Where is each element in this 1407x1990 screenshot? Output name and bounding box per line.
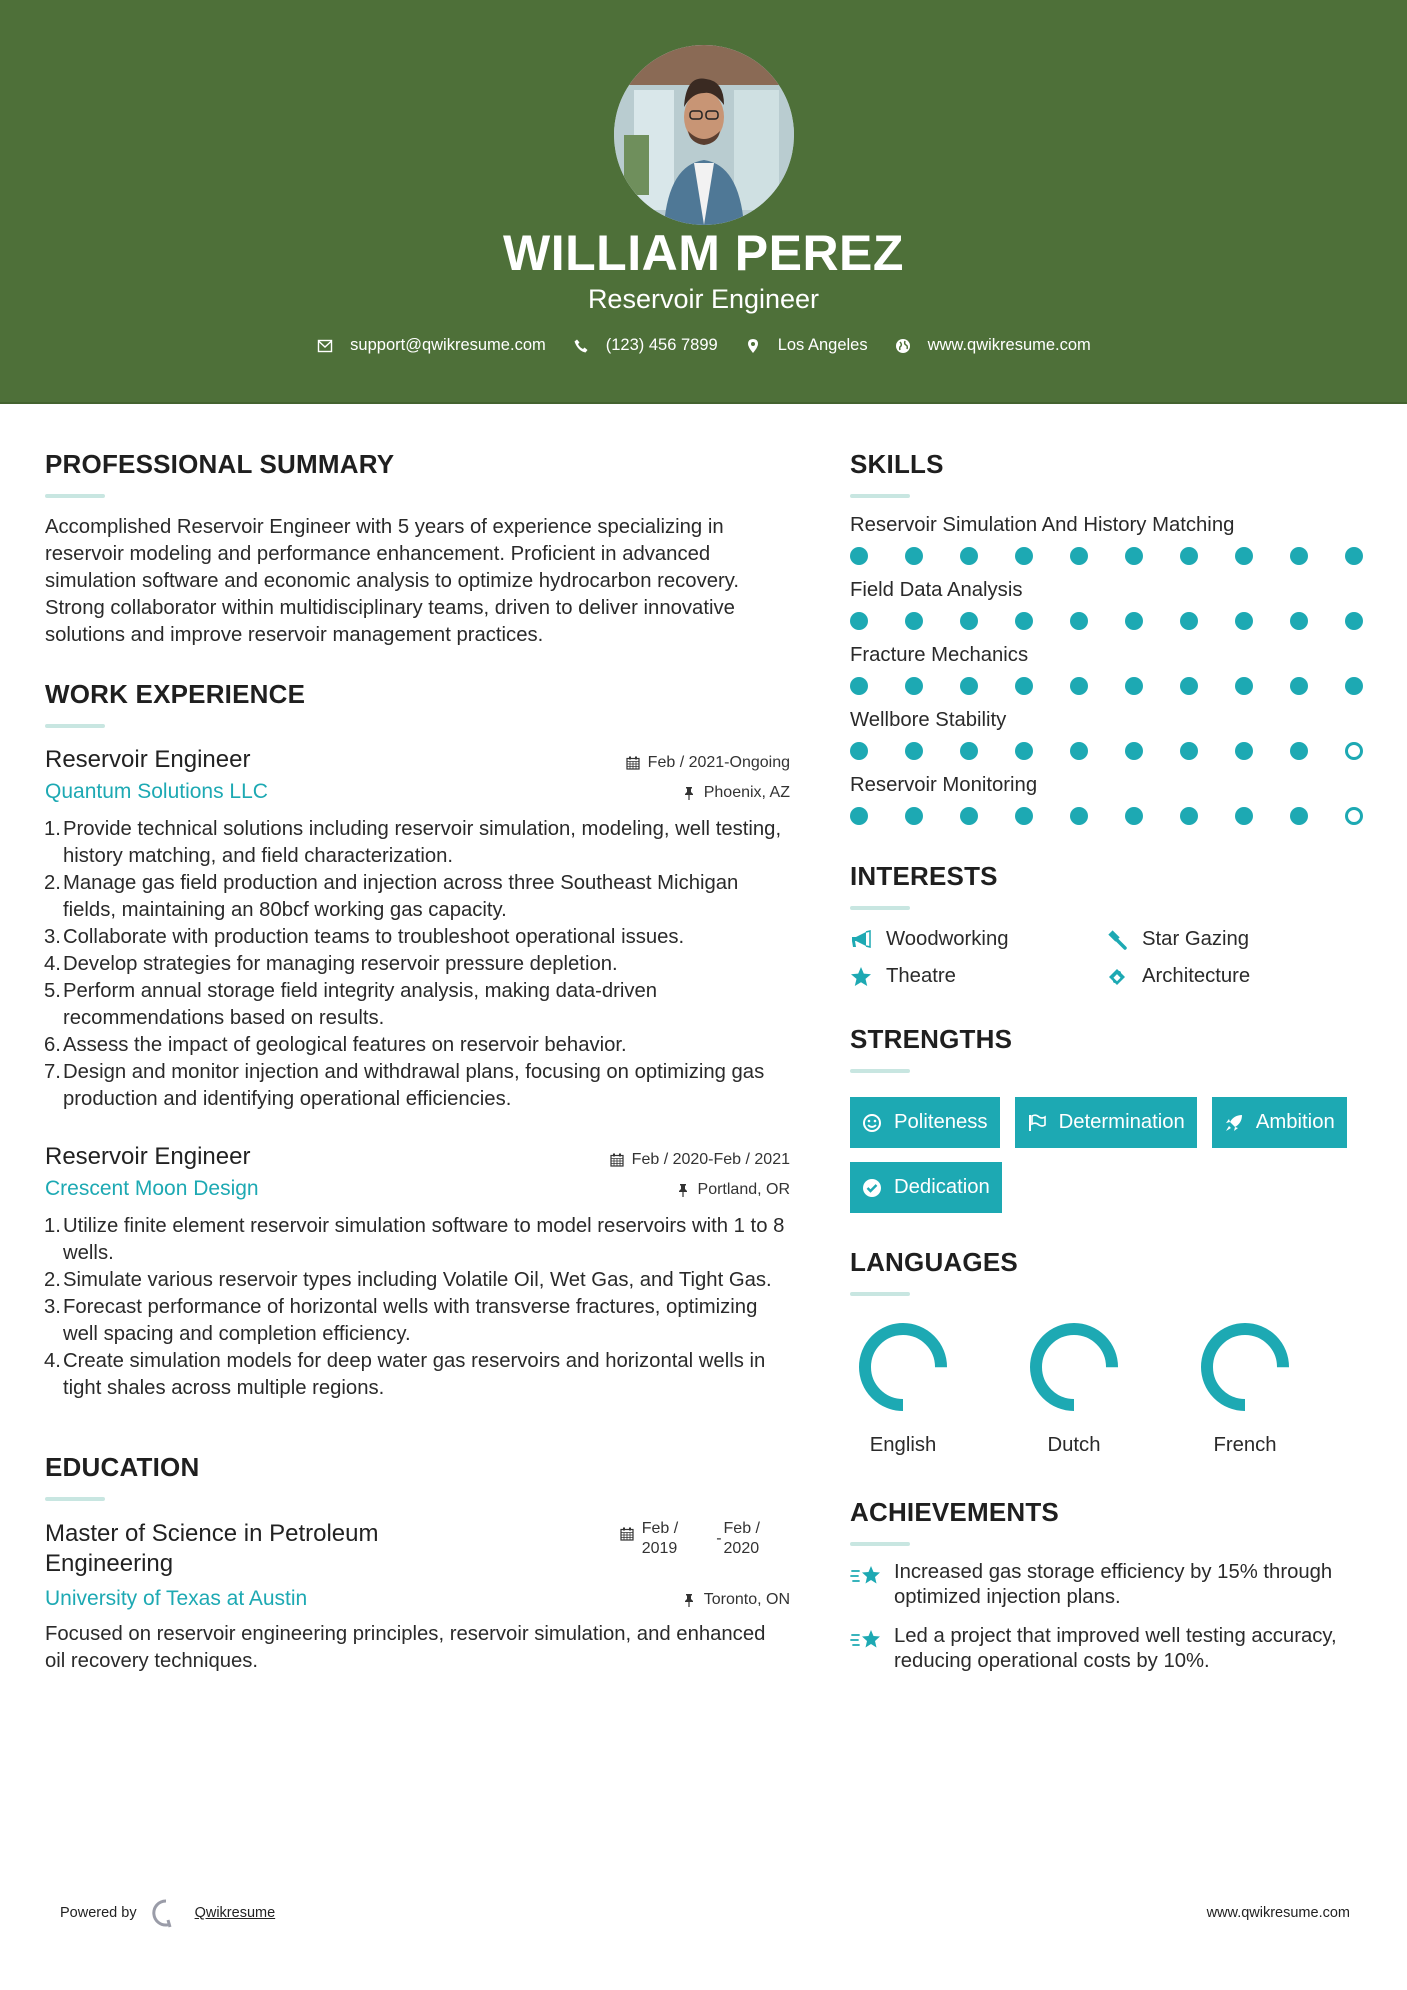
rating-dot-filled-icon: [1070, 742, 1088, 760]
skill-name: Field Data Analysis: [850, 579, 1023, 601]
language-item: [850, 1322, 1021, 1457]
rating-dot-filled-icon: [1180, 742, 1198, 760]
rating-dot-filled-icon: [850, 677, 868, 695]
rating-dot-filled-icon: [1015, 547, 1033, 565]
duty-item: Forecast performance of horizontal wells with transverse fractures, optimizing well spacing and completion efficiency.: [63, 1296, 758, 1345]
rating-dot-filled-icon: [1290, 742, 1308, 760]
pushpin-icon: [682, 1593, 696, 1607]
duty-item: Assess the impact of geological features on reservoir behavior.: [63, 1034, 627, 1056]
skills-section: [850, 449, 1370, 825]
interest-item: Woodworking: [850, 928, 1106, 951]
skill-name: Reservoir Simulation And History Matching: [850, 514, 1235, 536]
job-title: Reservoir Engineer: [45, 746, 251, 773]
rating-dot-filled-icon: [960, 807, 978, 825]
footer-website[interactable]: www.qwikresume.com: [1206, 1905, 1350, 1921]
megaphone-icon: [850, 929, 872, 951]
rating-dot-filled-icon: [905, 547, 923, 565]
rating-dot-filled-icon: [960, 677, 978, 695]
duty-item: Simulate various reservoir types including Volatile Oil, Wet Gas, and Tight Gas.: [63, 1269, 772, 1291]
summary-section: [45, 449, 790, 649]
check-circle-icon: [862, 1178, 882, 1198]
rating-dot-filled-icon: [1125, 677, 1143, 695]
email-text: support@qwikresume.com: [350, 336, 546, 354]
language-item: [1021, 1322, 1192, 1457]
dates-text: Feb / 2021-Ongoing: [647, 754, 790, 771]
location-text: Phoenix, AZ: [703, 784, 790, 801]
rating-dot-empty-icon: [1345, 807, 1363, 825]
left-column: [45, 404, 790, 1675]
rating-dot-filled-icon: [850, 742, 868, 760]
website-text: www.qwikresume.com: [927, 336, 1091, 354]
section-divider: [850, 1069, 910, 1073]
duties-list: [45, 816, 790, 1113]
strength-badge: Determination: [1015, 1097, 1197, 1148]
rocket-icon: [1224, 1113, 1244, 1133]
section-title: PROFESSIONAL SUMMARY: [45, 449, 395, 479]
section-title: EDUCATION: [45, 1452, 200, 1482]
contact-phone[interactable]: [572, 336, 718, 355]
skill-rating: [850, 612, 1370, 630]
job-entry: [45, 1143, 790, 1402]
company-name: Crescent Moon Design: [45, 1177, 259, 1200]
skill-name: Reservoir Monitoring: [850, 774, 1038, 796]
rating-dot-filled-icon: [1180, 612, 1198, 630]
start-date: Feb / 2019: [641, 1520, 679, 1557]
skill-item: [850, 644, 1370, 695]
company-name: Quantum Solutions LLC: [45, 780, 268, 803]
duty-item: Create simulation models for deep water gas reservoirs and horizontal wells in tight shales across multiple regions.: [63, 1350, 766, 1399]
location-text: Portland, OR: [697, 1181, 790, 1198]
section-title: INTERESTS: [850, 861, 998, 891]
rating-dot-filled-icon: [850, 612, 868, 630]
phone-text: (123) 456 7899: [605, 336, 718, 354]
rating-dot-filled-icon: [1015, 742, 1033, 760]
rating-dot-filled-icon: [1125, 547, 1143, 565]
section-title: WORK EXPERIENCE: [45, 679, 306, 709]
strengths-section: [850, 1024, 1370, 1227]
section-title: SKILLS: [850, 449, 944, 479]
interests-list: [850, 928, 1370, 988]
interest-item: Theatre: [850, 965, 1106, 988]
edu-description: Focused on reservoir engineering principles, reservoir simulation, and enhanced oil recovery techniques.: [45, 1623, 766, 1672]
flag-icon: [1027, 1113, 1047, 1133]
section-divider: [45, 494, 105, 498]
section-divider: [850, 1542, 910, 1546]
rating-dot-filled-icon: [850, 807, 868, 825]
calendar-icon: [610, 1153, 624, 1167]
map-marker-icon: [744, 337, 762, 355]
duty-item: Manage gas field production and injection across three Southeast Michigan fields, maintaining an 80bcf working gas capacity.: [63, 872, 739, 921]
section-divider: [850, 906, 910, 910]
interest-item: Star Gazing: [1106, 928, 1366, 951]
rating-dot-filled-icon: [1290, 807, 1308, 825]
rating-dot-filled-icon: [1070, 547, 1088, 565]
powered-by: [60, 1898, 275, 1928]
rating-dot-filled-icon: [1235, 547, 1253, 565]
education-section: [45, 1452, 790, 1675]
duty-item: Provide technical solutions including reservoir simulation, modeling, well testing, history matching, and field characterization.: [63, 818, 782, 867]
end-date: Feb / 2020: [723, 1520, 760, 1557]
job-location: [676, 1181, 790, 1199]
degree-line: Master of Science in Petroleum: [45, 1520, 379, 1547]
skill-rating: [850, 547, 1370, 565]
contact-email[interactable]: [316, 336, 546, 355]
achievement-item: Led a project that improved well testing accuracy, reducing operational costs by 10%.: [850, 1624, 1370, 1674]
rating-dot-filled-icon: [1015, 612, 1033, 630]
skill-name: Wellbore Stability: [850, 709, 1007, 731]
rating-dot-filled-icon: [1070, 807, 1088, 825]
envelope-icon: [316, 337, 334, 355]
rating-dot-filled-icon: [1015, 807, 1033, 825]
footer: [60, 1898, 1350, 1928]
job-entry: [45, 746, 790, 1113]
degree-title: [45, 1519, 378, 1579]
edu-dates: [620, 1519, 760, 1559]
duty-item: Perform annual storage field integrity analysis, making data-driven recommendations based on results.: [63, 980, 658, 1029]
skills-list: [850, 514, 1370, 825]
degree-line: Engineering: [45, 1550, 174, 1577]
rating-dot-filled-icon: [1070, 612, 1088, 630]
person-photo-icon: [614, 45, 794, 225]
skill-rating: [850, 742, 1370, 760]
skill-item: [850, 774, 1370, 825]
shooting-star-icon: [850, 1626, 884, 1656]
rating-dot-filled-icon: [905, 742, 923, 760]
rating-dot-filled-icon: [1180, 807, 1198, 825]
interests-section: [850, 861, 1370, 988]
interest-item: Architecture: [1106, 965, 1366, 988]
duty-item: Collaborate with production teams to troubleshoot operational issues.: [63, 926, 685, 948]
date-separator: -: [716, 1530, 722, 1547]
globe-icon: [894, 337, 912, 355]
section-divider: [850, 494, 910, 498]
section-divider: [850, 1292, 910, 1296]
skill-item: [850, 579, 1370, 630]
rating-dot-filled-icon: [1125, 742, 1143, 760]
rating-dot-filled-icon: [960, 612, 978, 630]
candidate-name: WILLIAM PEREZ: [503, 225, 904, 281]
contact-website[interactable]: [894, 336, 1091, 355]
right-column: [850, 404, 1370, 1674]
strengths-list: [850, 1097, 1370, 1227]
star-icon: [850, 966, 872, 988]
rating-dot-filled-icon: [1290, 547, 1308, 565]
candidate-title: Reservoir Engineer: [587, 284, 820, 314]
powered-by-label: Powered by: [60, 1905, 137, 1921]
rating-dot-filled-icon: [905, 677, 923, 695]
rating-dot-filled-icon: [1290, 677, 1308, 695]
rating-dot-filled-icon: [1235, 742, 1253, 760]
rating-dot-filled-icon: [1180, 677, 1198, 695]
rating-dot-filled-icon: [1180, 547, 1198, 565]
achievement-item: Increased gas storage efficiency by 15% through optimized injection plans.: [850, 1560, 1370, 1610]
section-title: LANGUAGES: [850, 1247, 1018, 1277]
job-dates: [626, 754, 790, 772]
calendar-icon: [626, 756, 640, 770]
language-name: English: [869, 1434, 937, 1456]
rating-dot-empty-icon: [1345, 742, 1363, 760]
rating-dot-filled-icon: [1290, 612, 1308, 630]
rating-dot-filled-icon: [1070, 677, 1088, 695]
resume-header: [0, 0, 1407, 404]
rating-dot-filled-icon: [850, 547, 868, 565]
dates-text: Feb / 2020-Feb / 2021: [631, 1151, 790, 1168]
duty-item: Utilize finite element reservoir simulation software to model reservoirs with 1 to 8 wells.: [63, 1215, 785, 1264]
contact-bar: [0, 336, 1407, 355]
rating-dot-filled-icon: [1345, 677, 1363, 695]
languages-list: [850, 1322, 1370, 1457]
ticket-icon: [1106, 966, 1128, 988]
job-location: [682, 784, 790, 802]
strength-badge: Ambition: [1212, 1097, 1347, 1148]
edu-location: [682, 1591, 790, 1609]
rating-dot-filled-icon: [960, 742, 978, 760]
gavel-icon: [1106, 929, 1128, 951]
experience-section: [45, 679, 790, 1402]
skill-item: [850, 514, 1370, 565]
rating-dot-filled-icon: [960, 547, 978, 565]
language-progress-ring-icon: [858, 1322, 948, 1412]
strength-badge: Dedication: [850, 1162, 1002, 1213]
job-title: Reservoir Engineer: [45, 1143, 251, 1170]
language-progress-ring-icon: [1200, 1322, 1290, 1412]
section-divider: [45, 724, 105, 728]
rating-dot-filled-icon: [1235, 677, 1253, 695]
rating-dot-filled-icon: [905, 612, 923, 630]
qwikresume-link[interactable]: Qwikresume: [194, 1905, 276, 1921]
rating-dot-filled-icon: [905, 807, 923, 825]
rating-dot-filled-icon: [1015, 677, 1033, 695]
skill-rating: [850, 677, 1370, 695]
achievements-section: [850, 1497, 1370, 1674]
rating-dot-filled-icon: [1125, 807, 1143, 825]
duty-item: Design and monitor injection and withdrawal plans, focusing on optimizing gas production and identifying operational efficiencies.: [63, 1061, 765, 1110]
rating-dot-filled-icon: [1345, 547, 1363, 565]
strength-badge: Politeness: [850, 1097, 1000, 1148]
calendar-icon: [620, 1527, 634, 1541]
section-title: ACHIEVEMENTS: [850, 1497, 1059, 1527]
school-name: University of Texas at Austin: [45, 1587, 308, 1610]
rating-dot-filled-icon: [1235, 612, 1253, 630]
summary-text: Accomplished Reservoir Engineer with 5 years of experience specializing in reservoir modeling and performance enhancement. Proficient in advanced simulation software and economic analysis to optimize hydrocarbon recovery. Strong collaborator within multidisciplinary teams, driven to deliver innovative solutions and improve reservoir management practices.: [45, 516, 740, 646]
smile-icon: [862, 1113, 882, 1133]
shooting-star-icon: [850, 1562, 884, 1592]
pushpin-icon: [676, 1183, 690, 1197]
phone-icon: [572, 337, 590, 355]
contact-location: [744, 336, 868, 355]
duties-list: [45, 1213, 790, 1402]
rating-dot-filled-icon: [1345, 612, 1363, 630]
language-item: [1192, 1322, 1363, 1457]
location-text: Los Angeles: [777, 336, 868, 354]
profile-photo: [614, 45, 794, 225]
job-dates: [610, 1151, 790, 1169]
section-title: STRENGTHS: [850, 1024, 1013, 1054]
duty-item: Develop strategies for managing reservoir pressure depletion.: [63, 953, 618, 975]
pushpin-icon: [682, 786, 696, 800]
skill-item: [850, 709, 1370, 760]
language-name: Dutch: [1047, 1434, 1101, 1456]
qwikresume-logo-icon: [151, 1898, 181, 1928]
language-name: French: [1213, 1434, 1277, 1456]
rating-dot-filled-icon: [1125, 612, 1143, 630]
section-divider: [45, 1497, 105, 1501]
skill-name: Fracture Mechanics: [850, 644, 1029, 666]
language-progress-ring-icon: [1029, 1322, 1119, 1412]
languages-section: [850, 1247, 1370, 1457]
location-text: Toronto, ON: [703, 1591, 790, 1608]
skill-rating: [850, 807, 1370, 825]
rating-dot-filled-icon: [1235, 807, 1253, 825]
